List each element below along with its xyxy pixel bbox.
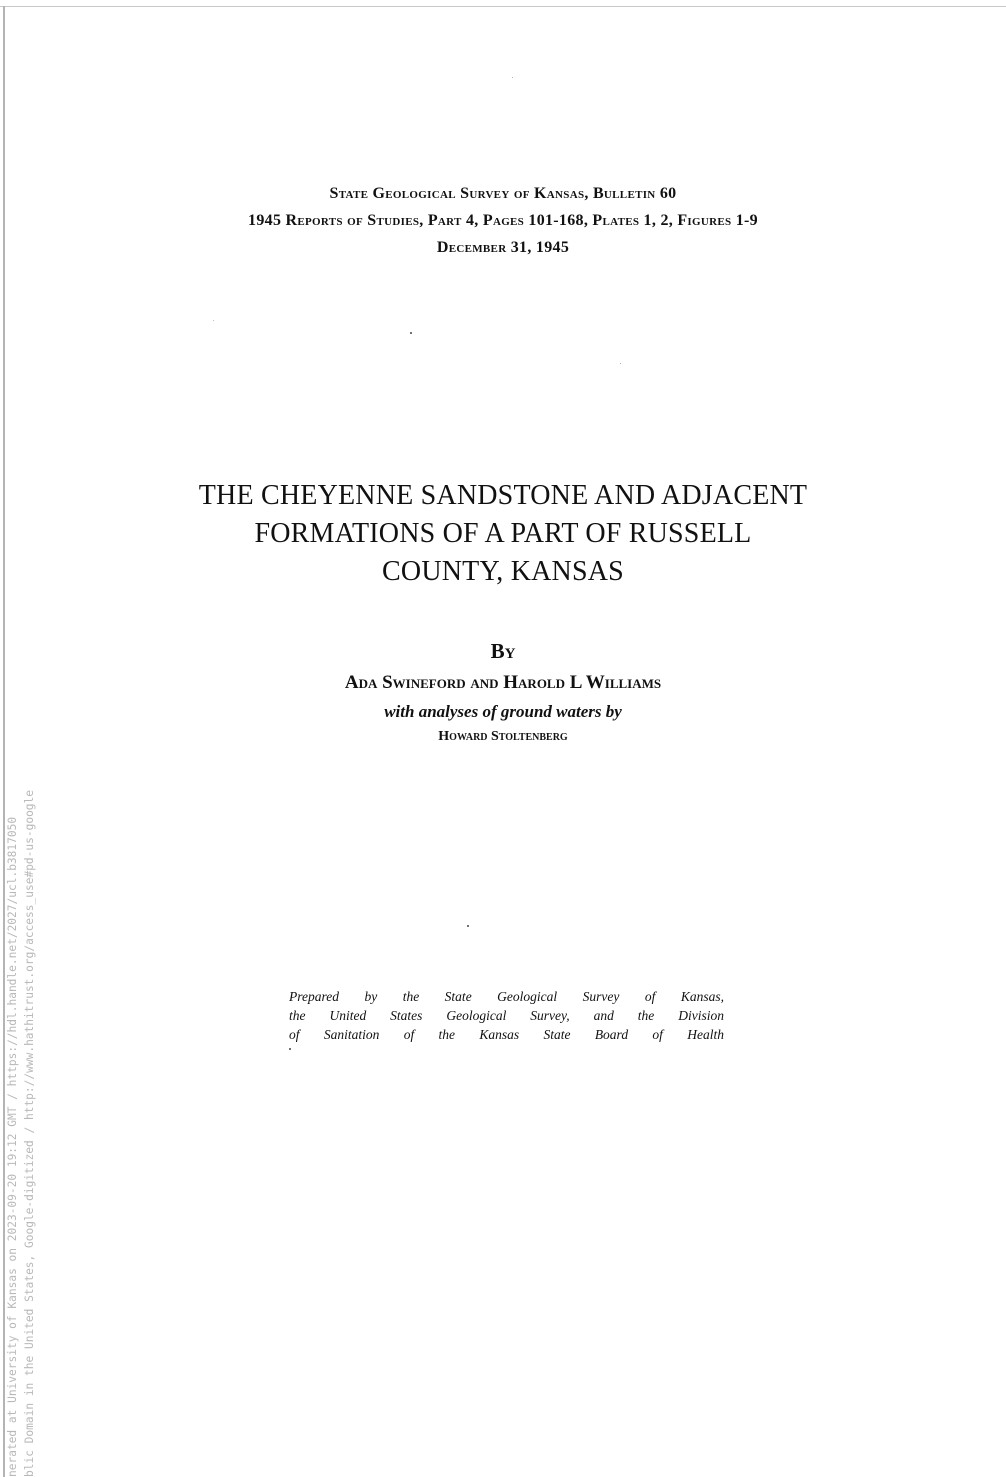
scan-speck (512, 77, 513, 78)
scan-speck (410, 332, 412, 334)
title-line-3: COUNTY, KANSAS (382, 556, 624, 587)
analyst-name: Howard Stoltenberg (438, 729, 568, 744)
bulletin-header-line-2: 1945 Reports of Studies, Part 4, Pages 101-168, Plates 1, 2, Figures 1-9 (248, 212, 758, 229)
prepared-line-3: of Sanitation of the Kansas State Board of Health (289, 1027, 724, 1042)
document-title (0, 477, 1006, 591)
bulletin-header-line-1: State Geological Survey of Kansas, Bulletin 60 (329, 185, 677, 202)
watermark-line-1: nerated at University of Kansas on 2023-09-20 19:12 GMT / https://hdl.handle.net/2027/ucl.b3817050 (6, 816, 19, 1477)
by-label: By (490, 639, 516, 663)
scan-speck (620, 363, 621, 364)
with-analyses-note: with analyses of ground waters by (384, 702, 622, 721)
scan-speck (467, 925, 469, 927)
prepared-by-statement (289, 987, 724, 1044)
bulletin-header-line-3: December 31, 1945 (436, 239, 570, 256)
prepared-line-2: the United States Geological Survey, and the Division (289, 1008, 724, 1023)
byline (0, 638, 1006, 746)
title-line-1: THE CHEYENNE SANDSTONE AND ADJACENT (198, 480, 808, 511)
authors: Ada Swineford and Harold L Williams (344, 672, 662, 693)
page-top-edge (0, 6, 1006, 7)
title-line-2: FORMATIONS OF A PART OF RUSSELL (254, 518, 752, 549)
scan-speck (289, 1048, 291, 1050)
prepared-line-1: Prepared by the State Geological Survey of Kansas, (289, 989, 724, 1004)
scan-speck (213, 320, 214, 321)
watermark-line-2: blic Domain in the United States, Google-digitized / http://www.hathitrust.org/access_use#pd-us-google (23, 789, 36, 1477)
digitization-watermark (4, 790, 38, 1477)
bulletin-header (0, 180, 1006, 261)
